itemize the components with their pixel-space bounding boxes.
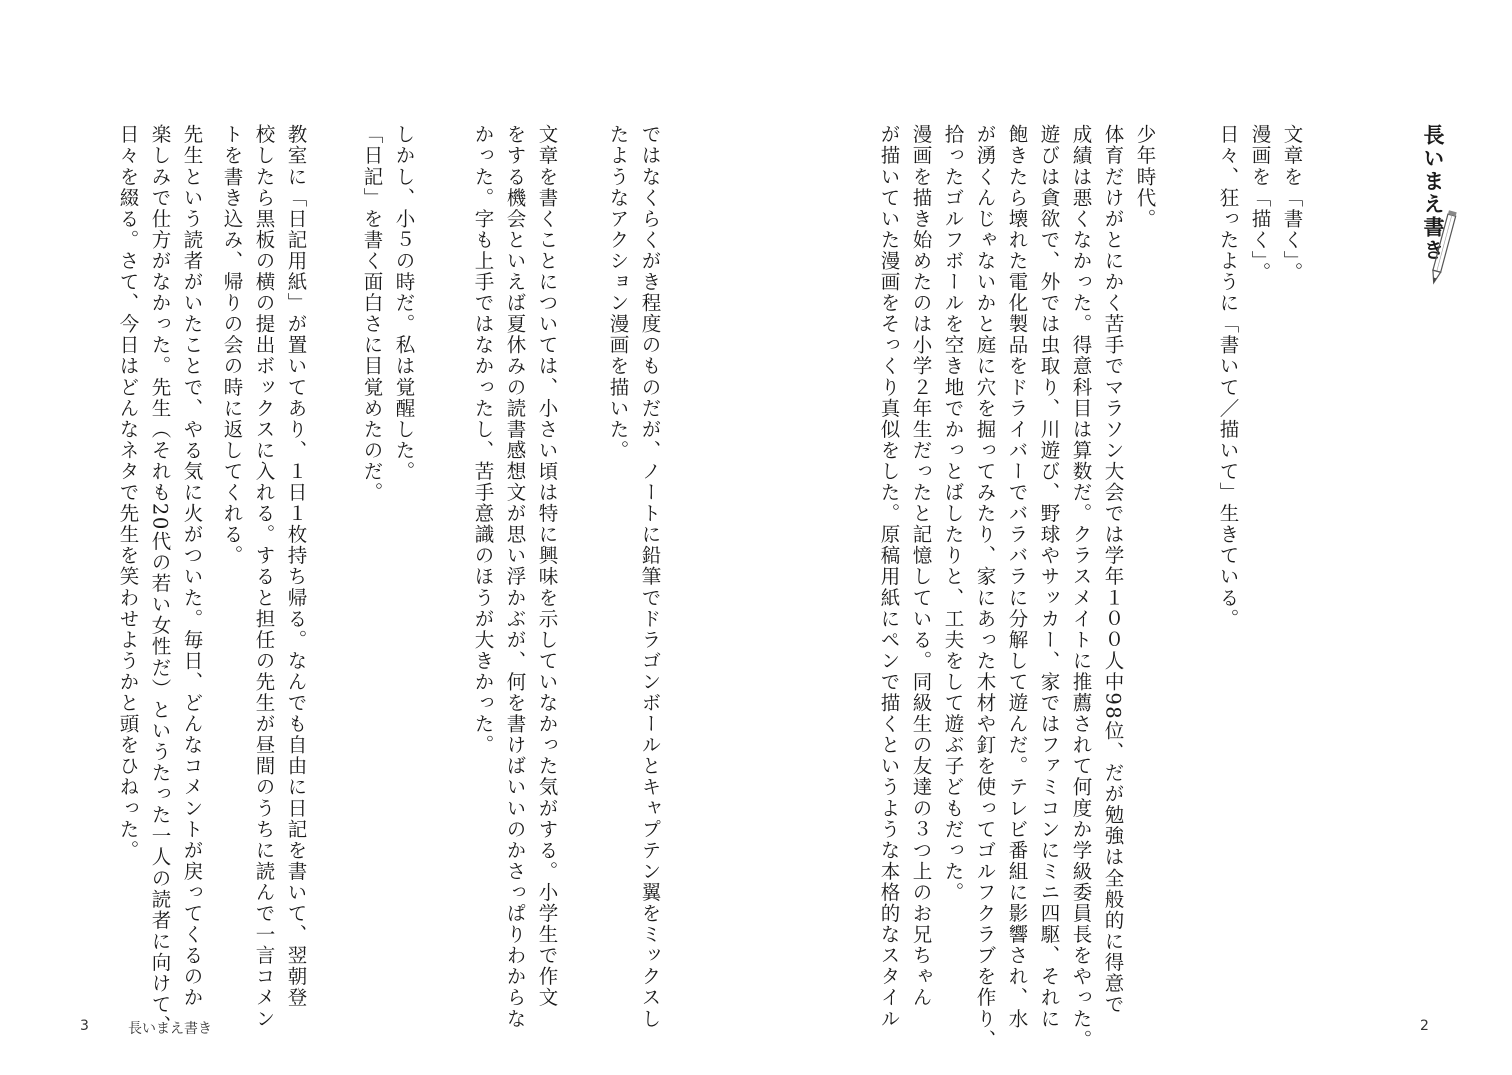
text-line: 日々、狂ったように「書いて／描いて」生きている。 <box>1216 124 1240 630</box>
text-line: 成績は悪くなかった。得意科目は算数だ。クラスメイトに推薦されて何度か学級委員長をやった。 <box>1069 124 1093 1051</box>
text-line: 遊びは貪欲で、外では虫取り、川遊び、野球やサッカー、家ではファミコンにミニ四駆、それに <box>1037 124 1061 1030</box>
text-line: 教室に「日記用紙」が置いてあり、１日１枚持ち帰る。なんでも自由に日記を書いて、翌朝登 <box>284 124 308 1009</box>
page-number: 2 <box>1420 1018 1429 1034</box>
text-line: が湧くんじゃないかと庭に穴を掘ってみたり、家にあった木材や釘を使ってゴルフクラブを作り、 <box>973 124 997 1051</box>
text-line: が描いていた漫画をそっくり真似をした。原稿用紙にペンで描くというような本格的なスタイル <box>877 124 901 1030</box>
text-line: かった。字も上手ではなかったし、苦手意識のほうが大きかった。 <box>471 124 495 756</box>
text-line: 楽しみで仕方がなかった。先生（それも20代の若い女性だ）というたった一人の読者に向けて、 <box>148 124 172 1037</box>
text-line: 文章を「書く」。 <box>1280 124 1304 283</box>
text-line: 拾ったゴルフボールを空き地でかっとばしたりと、工夫をして遊ぶ子どもだった。 <box>941 124 965 903</box>
running-head: 長いまえ書き <box>128 1021 212 1037</box>
text-line: 漫画を「描く」。 <box>1248 124 1272 283</box>
chapter-title: 長いまえ書き <box>1421 124 1445 262</box>
text-line: 「日記」を書く面白さに目覚めたのだ。 <box>360 124 384 503</box>
text-line: 体育だけがとにかく苦手でマラソン大会では学年１００人中98位、だが勉強は全般的に得意で <box>1101 124 1125 1015</box>
text-line: ではなくらくがき程度のものだが、ノートに鉛筆でドラゴンボールとキャプテン翼をミックスし <box>638 124 662 1030</box>
text-line: 漫画を描き始めたのは小学２年生だったと記憶している。同級生の友達の３つ上のお兄ちゃん <box>909 124 933 1009</box>
text-line: 校したら黒板の横の提出ボックスに入れる。すると担任の先生が昼間のうちに読んで一言コメン <box>252 124 276 1030</box>
text-line: をする機会といえば夏休みの読書感想文が思い浮かぶが、何を書けばいいのかさっぱりわからな <box>503 124 527 1030</box>
text-line: 文章を書くことについては、小さい頃は特に興味を示していなかった気がする。小学生で作文 <box>535 124 559 1009</box>
page-number: 3 <box>80 1018 89 1034</box>
text-line: 少年時代。 <box>1133 124 1157 230</box>
text-line: 飽きたら壊れた電化製品をドライバーでバラバラに分解して遊んだ。テレビ番組に影響され、水 <box>1005 124 1029 1030</box>
text-line: しかし、小５の時だ。私は覚醒した。 <box>392 124 416 482</box>
text-line: たようなアクション漫画を描いた。 <box>606 124 630 461</box>
pencil-icon <box>1428 208 1458 288</box>
text-line: 日々を綴る。さて、今日はどんなネタで先生を笑わせようかと頭をひねった。 <box>116 124 140 861</box>
text-line: 先生という読者がいたことで、やる気に火がついた。毎日、どんなコメントが戻ってくるのか <box>180 124 204 1009</box>
text-line: トを書き込み、帰りの会の時に返してくれる。 <box>220 124 244 567</box>
